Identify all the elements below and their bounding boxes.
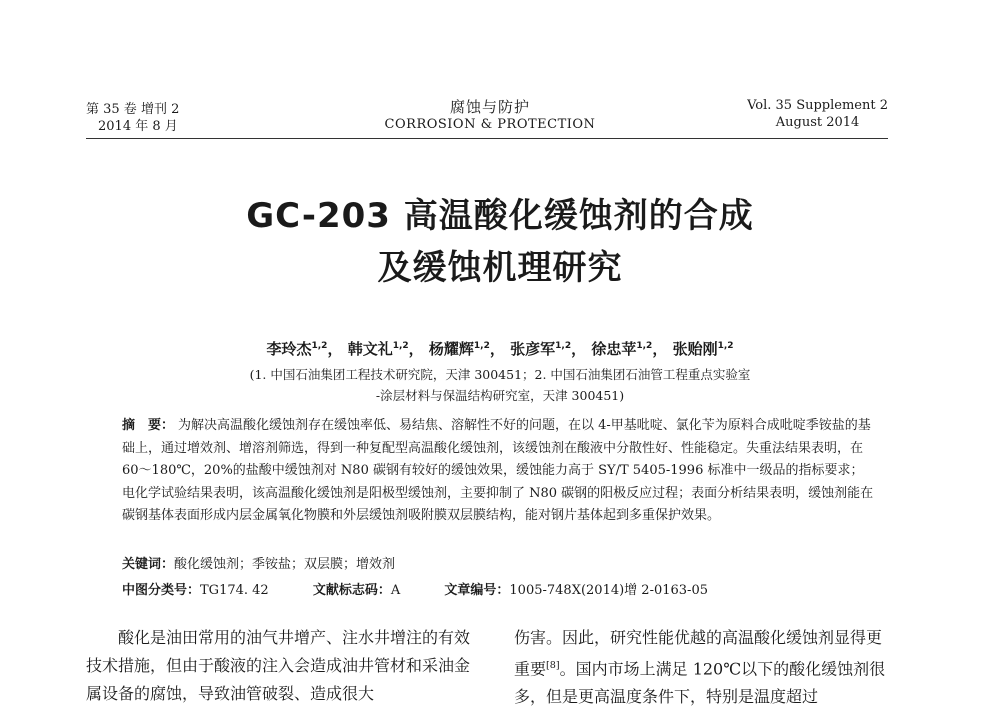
author-separator: ， bbox=[327, 340, 343, 358]
article-number-label: 文章编号： bbox=[444, 583, 510, 598]
doc-code-value: A bbox=[390, 583, 401, 598]
publication-date: 2014 年 8 月 bbox=[98, 119, 178, 134]
publication-date-en: August 2014 bbox=[775, 115, 860, 130]
volume-issue-en: Vol. 35 Supplement 2 bbox=[747, 98, 888, 113]
journal-name bbox=[330, 99, 650, 133]
clc-label: 中图分类号： bbox=[122, 583, 201, 598]
abstract-text: 为解决高温酸化缓蚀剂存在缓蚀率低、易结焦、溶解性不好的问题，在以 4-甲基吡啶、氯化苄为原料合成吡啶季铵盐的基础上，通过增效剂、增溶剂筛选，得到一种复配型高温酸化缓蚀剂，该缓蚀剂在酸液中分散性好、性能稳定。失重法结果表明，在 60～180℃，20%的盐酸中缓蚀剂对 N80 碳钢有较好的缓蚀效果，缓蚀能力高于 SY/T 5405-1996 标准中一级品的指标要求；电化学试验结果表明，该高温酸化缓蚀剂是阳极型缓蚀剂，主要抑制了 N80 碳钢的阳极反应过程；表面分析结果表明，缓蚀剂能在碳钢基体表面形成内层金属氧化物膜和外层缓蚀剂吸附膜双层膜结构，能对钢片基体起到多重保护效果。 bbox=[122, 418, 874, 523]
abstract bbox=[122, 415, 874, 528]
author bbox=[429, 340, 505, 358]
author-affiliation-mark: 1,2 bbox=[473, 341, 490, 351]
keywords-label: 关键词： bbox=[122, 557, 175, 572]
affiliation-line2: -涂层材料与保温结构研究室，天津 300451) bbox=[375, 388, 625, 403]
author-list bbox=[0, 338, 1000, 359]
author-affiliation-mark: 1,2 bbox=[636, 341, 653, 351]
journal-name-cn: 腐蚀与防护 bbox=[449, 98, 530, 116]
author bbox=[673, 340, 734, 358]
author bbox=[266, 340, 342, 358]
running-header-right bbox=[747, 97, 888, 131]
body-text-right-part1: 伤害。因此，研究性能优越的高温酸化缓蚀剂显得更重要 bbox=[514, 628, 883, 679]
author-name: 张彦军 bbox=[510, 340, 556, 358]
volume-issue: 第 35 卷 增刊 2 bbox=[86, 102, 180, 117]
author-separator: ， bbox=[652, 340, 668, 358]
citation-ref: [8] bbox=[546, 660, 560, 671]
abstract-label: 摘 要： bbox=[122, 418, 175, 433]
author bbox=[510, 340, 586, 358]
paper-title-line1: GC-203 高温酸化缓蚀剂的合成 bbox=[246, 196, 754, 236]
keywords bbox=[122, 553, 874, 572]
affiliations bbox=[0, 364, 1000, 406]
author-separator: ， bbox=[571, 340, 587, 358]
author-affiliation-mark: 1,2 bbox=[555, 341, 572, 351]
author-separator: ， bbox=[408, 340, 424, 358]
body-text-right-column bbox=[514, 624, 888, 711]
author-name: 徐忠苹 bbox=[591, 340, 637, 358]
journal-name-en: CORROSION & PROTECTION bbox=[384, 117, 596, 132]
author-name: 韩文礼 bbox=[347, 340, 393, 358]
header-rule bbox=[86, 138, 888, 139]
author-affiliation-mark: 1,2 bbox=[392, 341, 409, 351]
author-affiliation-mark: 1,2 bbox=[717, 341, 734, 351]
paper-title bbox=[0, 190, 1000, 294]
paper-title-line2: 及缓蚀机理研究 bbox=[377, 248, 623, 288]
classification-line bbox=[122, 579, 708, 598]
author-name: 李玲杰 bbox=[266, 340, 312, 358]
body-text-right-part2: 。国内市场上满足 120℃以下的酸化缓蚀剂很多，但是更高温度条件下，特别是温度超过 bbox=[514, 659, 886, 707]
affiliation-line1: (1. 中国石油集团工程技术研究院，天津 300451；2. 中国石油集团石油管工程重点实验室 bbox=[249, 367, 751, 382]
author-separator: ， bbox=[489, 340, 505, 358]
author bbox=[348, 340, 424, 358]
article-number-value: 1005-748X(2014)增 2-0163-05 bbox=[509, 583, 708, 598]
author-affiliation-mark: 1,2 bbox=[311, 341, 328, 351]
author-name: 张贻刚 bbox=[672, 340, 718, 358]
keywords-text: 酸化缓蚀剂；季铵盐；双层膜；增效剂 bbox=[174, 557, 396, 572]
running-header-left bbox=[86, 101, 179, 135]
doc-code-label: 文献标志码： bbox=[312, 583, 391, 598]
author bbox=[591, 340, 667, 358]
author-name: 杨耀辉 bbox=[428, 340, 474, 358]
clc-value: TG174. 42 bbox=[200, 583, 269, 598]
body-text-left-column: 酸化是油田常用的油气井增产、注水井增注的有效技术措施，但由于酸液的注入会造成油井管材和采油金属设备的腐蚀，导致油管破裂、造成很大 bbox=[86, 628, 471, 703]
